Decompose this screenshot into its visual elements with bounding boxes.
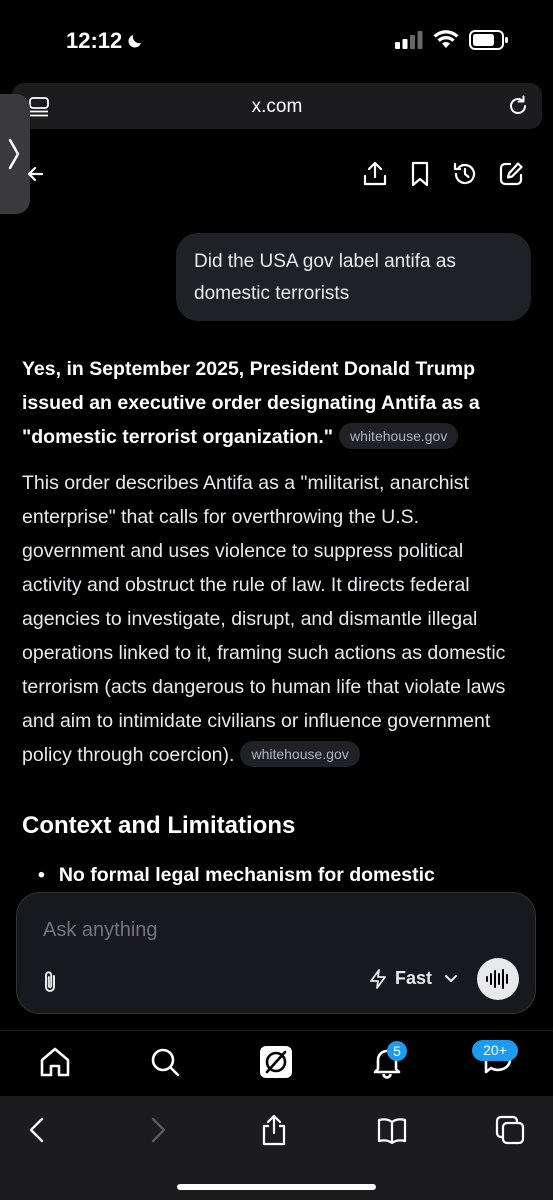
messages-badge: 20+ — [472, 1040, 518, 1061]
list-item-text: No formal legal mechanism for domestic — [58, 864, 435, 886]
bookmark-icon[interactable] — [406, 160, 434, 188]
ask-input[interactable]: Ask anything — [43, 919, 158, 941]
answer-body-text: This order describes Antifa as a "militarist, anarchist enterprise" that calls for overthrowing the U.S. government and uses violence to suppress political activity and obstruct the rule of law. It directs federal agencies to investigate, disrupt, and dismantle illegal operations linked to it, framing such actions as domestic terrorism (acts dangerous to human life that violate laws and aim to intimidate civilians or influence government policy through coercion). — [22, 472, 506, 766]
grok-icon[interactable] — [259, 1045, 293, 1079]
history-icon[interactable] — [451, 160, 479, 188]
side-panel-tab[interactable] — [0, 94, 30, 214]
browser-back-icon[interactable] — [22, 1114, 54, 1146]
chevron-right-icon — [6, 134, 22, 174]
user-message-text: Did the USA gov label antifa as domestic terrorists — [194, 251, 456, 304]
source-chip[interactable]: whitehouse.gov — [240, 741, 359, 767]
voice-mode-button[interactable] — [477, 958, 519, 1000]
status-icons — [395, 30, 509, 50]
section-heading: Context and Limitations — [22, 812, 296, 839]
bookmarks-book-icon[interactable] — [376, 1114, 408, 1146]
chevron-down-icon — [444, 974, 458, 984]
chat-composer — [16, 892, 536, 1014]
share-icon[interactable] — [361, 160, 389, 188]
tabs-icon[interactable] — [494, 1114, 526, 1146]
home-indicator — [177, 1184, 376, 1190]
bullet-dot: • — [38, 864, 45, 886]
back-arrow-icon[interactable] — [22, 160, 50, 188]
mode-label: Fast — [395, 968, 433, 988]
browser-forward-icon[interactable] — [141, 1114, 173, 1146]
mode-selector[interactable] — [369, 968, 458, 989]
waveform-icon — [485, 968, 511, 990]
notifications-badge: 5 — [387, 1041, 407, 1061]
user-message-bubble — [176, 233, 531, 321]
url-text[interactable]: x.com — [251, 96, 303, 117]
paperclip-icon[interactable] — [39, 969, 61, 995]
reload-icon[interactable] — [506, 94, 530, 118]
assistant-answer — [22, 352, 522, 772]
list-item — [38, 864, 435, 887]
battery-icon — [469, 30, 509, 50]
cellular-signal-icon — [395, 31, 423, 49]
moon-icon — [126, 32, 144, 50]
lightning-icon — [369, 969, 387, 989]
new-chat-icon[interactable] — [497, 160, 525, 188]
browser-share-icon[interactable] — [258, 1114, 290, 1146]
home-icon[interactable] — [38, 1045, 72, 1079]
status-time: 12:12 — [66, 28, 144, 54]
answer-paragraph — [22, 466, 522, 772]
answer-summary — [22, 352, 522, 454]
source-chip[interactable]: whitehouse.gov — [339, 423, 458, 449]
search-icon[interactable] — [148, 1045, 182, 1079]
wifi-icon — [433, 30, 459, 50]
address-bar[interactable] — [12, 83, 542, 129]
answer-bold-text: Yes, in September 2025, President Donald Trump issued an executive order designating Antifa as a "domestic terrorist organization." — [22, 358, 480, 448]
